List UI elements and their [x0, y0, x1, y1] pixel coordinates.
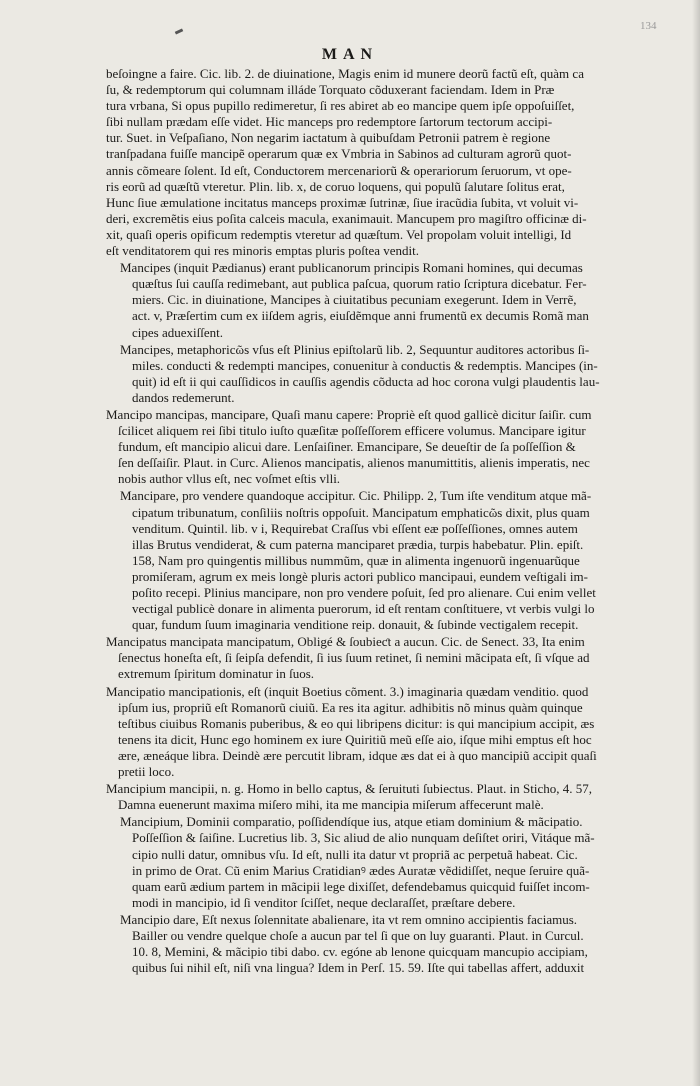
dictionary-entry — [106, 488, 678, 633]
text-line: Mancipes (inquit Pædianus) erant publicanorum principis Romani homines, qui decumas — [120, 260, 583, 276]
text-line: illas Brutus vendiderat, & cum paterna manciparet prædia, turpis habebatur. Plin. epiſt. — [132, 536, 584, 552]
text-line: ſibi nullam prædam eſſe videt. Hic manceps pro redemptore ſartorum tectorum accipi- — [106, 114, 553, 130]
text-line: xit, quaſi operis opificum redemptis vteretur ad quæſtum. Vel propolam voluit intelligi, Id — [106, 226, 572, 242]
text-line: cipes aduexiſſent. — [132, 324, 223, 340]
page-edge-shadow — [692, 0, 700, 1086]
text-line: cipatum tribunatum, conſiliis noſtris oppoſuit. Mancipatum emphaticῶs dixit, plus quam — [132, 504, 590, 520]
text-line: annis cõmeare ſolent. Id eſt, Conductorem mercenariorũ & operariorum ſeruorum, vt ope- — [106, 162, 572, 178]
text-line: ſenectus honeſta eſt, ſi ſeipſa defendit, ſi ius ſuum retinet, ſi nemini mãcipata eſt, ſi vſque ad — [118, 650, 590, 666]
text-line: miles. conducti & redempti mancipes, conuenitur à conductis & redemptis. Mancipes (in- — [132, 357, 598, 373]
dictionary-entry — [106, 260, 678, 340]
text-line: nobis author vllus eſt, nec voſmet eſtis vlli. — [118, 471, 341, 487]
text-column — [106, 66, 678, 976]
dictionary-entry — [106, 781, 678, 813]
dictionary-entry — [106, 912, 678, 976]
text-line: quam earũ ædium partem in mãcipii lege dixiſſet, defendebamus quicquid fuiſſet incom- — [132, 878, 590, 894]
text-line: promiſeram, agrum ex meis longè pluris actori publico mancipaui, eundem veſtigali im- — [132, 568, 588, 584]
text-line: vectigal publicè donare in alimenta puerorum, id eſt rentam conſtituere, vt verbis vulgi lo — [132, 601, 595, 617]
text-line: ſu, & redemptorum qui columnam illáde Torquato cõduxerant faciendam. Idem in Præ — [106, 82, 555, 98]
page-edge-number: 134 — [640, 20, 657, 32]
text-line: 158, Nam pro quingentis millibus nummũm, quæ in alimenta ingenuorũ ingenuarũque — [132, 552, 580, 568]
text-line: poſito recepi. Plinius mancipare, non pro vendere poſuit, ſed pro alienare. Cui enim vellet — [132, 585, 596, 600]
text-line: Mancipio dare, Eſt nexus ſolennitate abalienare, ita vt rem omnino accipientis faciamus. — [120, 911, 578, 927]
text-line: miers. Cic. in diuinatione, Mancipes à ciuitatibus pecuniam exegerunt. Idem in Verrẽ, — [132, 292, 577, 308]
text-line: ipſum ius, propriũ eſt Romanorũ ciuiũ. Ea res ita agitur. adhibitis nõ minus quàm quinque — [118, 699, 583, 715]
dictionary-entry — [106, 634, 678, 682]
text-line: 10. 8, Memini, & mãcipio tibi dabo. cv. egóne ab lenone quicquam mancupio accipiam, — [132, 944, 588, 960]
text-line: pretii loco. — [118, 764, 175, 780]
text-line: venditum. Quintil. lib. v i, Requirebat Craſſus vbi eſſent eæ poſſeſſiones, omnes autem — [132, 520, 578, 536]
text-line: Hunc ſiue æmulatione incitatus manceps proximæ ſutrinæ, ſiue iracũdia ſubita, vt voluit vi- — [106, 194, 579, 210]
text-line: eſt venditatorem qui res minoris emptas pluris poſtea vendit. — [106, 243, 420, 259]
dictionary-entry — [106, 66, 678, 259]
text-line: teſtibus ciuibus Romanis puberibus, & eo qui libripens dicitur: is qui mancipium accipit, æs — [118, 715, 595, 731]
text-line: ſcilicet aliquem rei ſibi titulo iuſto quæſitæ poſſeſſorem efficere volumus. Mancipare igitur — [118, 423, 586, 439]
text-line: cipio nulli datur, omnibus vſu. Id eſt, nulli ita datur vt propriã ac perpetuã habeat. Cic. — [132, 846, 578, 862]
dictionary-entry — [106, 342, 678, 406]
text-line: Mancipatus mancipata mancipatum, Obligé & ſoubieƈt a aucun. Cic. de Senect. 33, Ita enim — [106, 634, 585, 650]
dictionary-entry — [106, 814, 678, 911]
text-line: ſen deſſaiſir. Plaut. in Curc. Alienos mancipatis, alienos manumittitis, alienis imperatis, nec — [118, 455, 590, 471]
text-line: Mancipium, Dominii comparatio, poſſidendíque ius, atque etiam dominium & mãcipatio. — [120, 814, 583, 830]
text-line: quit) id eſt ii qui cauſſidicos in cauſſis agendis cõducta ad hoc corona vulgi plaudentis lau- — [132, 373, 600, 389]
text-line: quæſtus ſui cauſſa redimebant, aut publica paſcua, quorum ratio ſcriptura dicebatur. Fer- — [132, 276, 587, 292]
text-line: tranſpadana fuiſſe mancipẽ operarum quæ ex Vmbria in Sabinos ad culturam agrorũ quot- — [106, 146, 572, 162]
ink-mark — [175, 28, 184, 34]
text-line: Mancipes, metaphoricῶs vſus eſt Plinius epiſtolarũ lib. 2, Sequuntur auditores actoribus ſi- — [120, 341, 590, 357]
text-line: Mancipo mancipas, mancipare, Quaſi manu capere: Propriè eſt quod gallicè dicitur ſaiſir. cum — [106, 406, 592, 422]
text-line: Mancipare, pro vendere quandoque accipitur. Cic. Philipp. 2, Tum iſte venditum atque mã- — [120, 488, 592, 504]
text-line: Mancipium mancipii, n. g. Homo in bello captus, & ſeruituti ſubiectus. Plaut. in Sticho, 4. 57, — [106, 781, 593, 797]
dictionary-entry — [106, 684, 678, 781]
text-line: deri, excremẽtis eius poſita calceis macula, exanimauit. Mancupem pro magiſtro officinæ di- — [106, 210, 587, 226]
text-line: Bailler ou vendre quelque choſe a aucun par tel ſi que on luy guaranti. Plaut. in Curcul. — [132, 927, 584, 943]
text-line: beſoingne a faire. Cic. lib. 2. de diuinatione, Magis enim id munere deorũ factũ eſt, quàm ca — [106, 66, 584, 81]
text-line: dandos redemerunt. — [132, 389, 235, 405]
text-line: extremum ſpiritum dominatur in ſuos. — [118, 666, 315, 682]
text-line: Damna euenerunt maxima miſero mihi, ita me mancipia miſerum affecerunt malè. — [118, 797, 544, 813]
text-line: quibus ſui nihil eſt, niſi vna lingua? Idem in Perſ. 15. 59. Iſte qui tabellas affert, adduxit — [132, 960, 585, 976]
text-line: ris eorũ ad quæſtũ vteretur. Plin. lib. x, de coruo loquens, qui populũ ſalutare ſolitus erat, — [106, 178, 565, 194]
text-line: ære, æneáque libra. Deindè ære percutit libram, idque æs dat ei à quo mancipiũ accipit quaſi — [118, 747, 597, 763]
text-line: fundum, eſt mancipio alicui dare. Lenſaiſiner. Emancipare, Se deueſtir de ſa poſſeſſion & — [118, 439, 576, 455]
text-line: quar, fundum ſuum imaginaria venditione reip. donauit, & ſubinde vectigalem recepit. — [132, 617, 579, 633]
text-line: act. v, Præſertim cum ex iiſdem agris, eiuſdẽmque anni frumentũ ex decumis Romã man — [132, 308, 589, 324]
text-line: tura vrbana, Si opus pupillo redimeretur, ſi res abiret ab eo mancipe quem ipſe oppoſuiſſet, — [106, 98, 575, 114]
text-line: in primo de Orat. Cũ enim Marius Cratidianꝰ ædes Auratæ vẽdidiſſet, neque ſeruire quã- — [132, 862, 590, 878]
text-line: modi in mancipio, id ſi venditor ſciſſet, neque declaraſſet, præſtare debere. — [132, 894, 516, 910]
text-line: Poſſeſſion & ſaiſine. Lucretius lib. 3, Sic aliud de alio nunquam deſiſtet oriri, Vitáque mã- — [132, 830, 595, 846]
dictionary-entry — [106, 407, 678, 487]
running-head: MAN — [321, 46, 379, 63]
text-line: tur. Suet. in Veſpaſiano, Non negarim iactatum à quibuſdam Petronii patrem è regione — [106, 130, 551, 146]
text-line: tenens ita dicit, Hunc ego hominem ex iure Quiritiũ meũ eſſe aio, iſque mihi emptus eſt hoc — [118, 731, 592, 747]
text-line: Mancipatio mancipationis, eſt (inquit Boetius cõment. 3.) imaginaria quædam venditio. quod — [106, 683, 589, 699]
